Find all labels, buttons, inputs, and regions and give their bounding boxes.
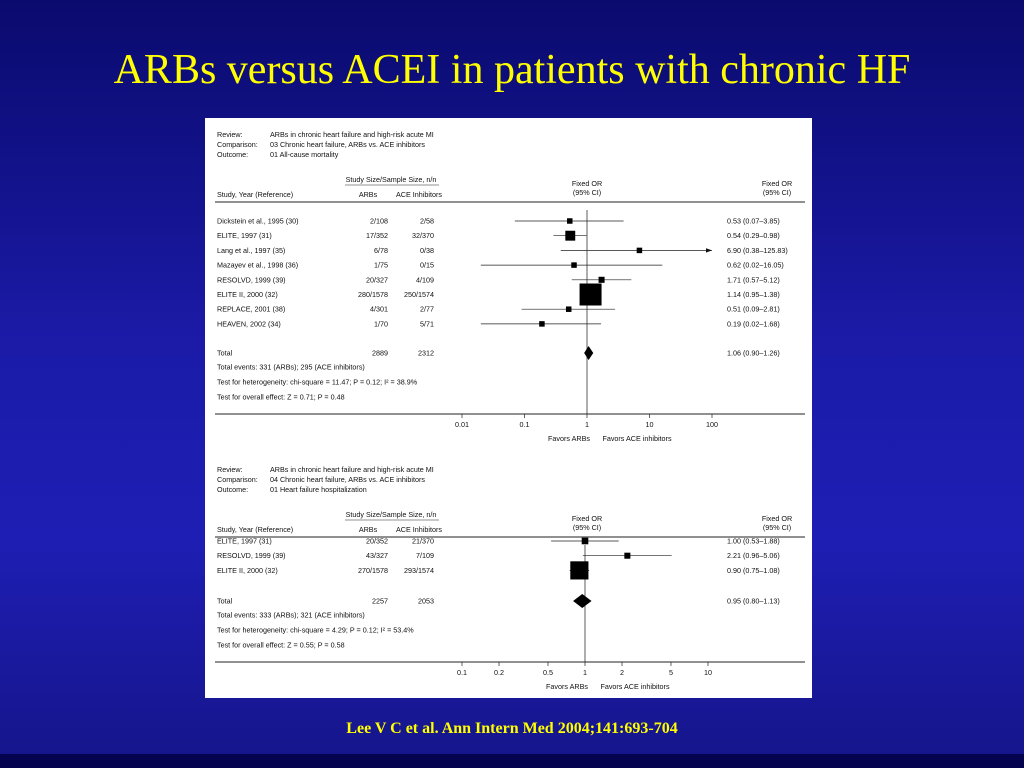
- panel1-total-label: Total: [217, 348, 233, 358]
- panel1-study-or-text: 1.71 (0.57–5.12): [727, 275, 780, 285]
- panel1-comparison: 03 Chronic heart failure, ARBs vs. ACE inhibitors: [270, 140, 426, 149]
- panel1-study-arbs: 4/301: [370, 304, 388, 314]
- panel1-study-label: ELITE, 1997 (31): [217, 231, 272, 241]
- panel1-acei-header: ACE Inhibitors: [396, 190, 442, 199]
- panel1-favors-left: Favors ARBs: [548, 434, 590, 443]
- panel1-study-point: [565, 231, 575, 241]
- panel1-study-point: [566, 306, 572, 312]
- panel1-values-header: Fixed OR: [761, 179, 793, 188]
- panel1-outcome-label: Outcome:: [217, 150, 249, 159]
- panel1-arbs-header: ARBs: [358, 190, 378, 199]
- panel2-total-label: Total: [217, 596, 233, 606]
- panel1-study-acei: 32/370: [412, 231, 434, 241]
- panel2-outcome: 01 Heart failure hospitalization: [270, 485, 367, 494]
- panel2-comparison-label: Comparison:: [217, 475, 258, 484]
- panel2-study-label: ELITE II, 2000 (32): [217, 565, 278, 575]
- panel2-favors-right: Favors ACE inhibitors: [600, 682, 670, 691]
- panel1-total-acei: 2312: [418, 348, 434, 358]
- slide-title: ARBs versus ACEI in patients with chronic HF: [113, 47, 911, 93]
- panel2-study-arbs: 43/327: [366, 551, 388, 561]
- panel1-total-diamond: [584, 346, 593, 360]
- panel2-axis-tick-label: 10: [704, 668, 712, 677]
- panel1-study-point: [580, 284, 602, 306]
- panel1-study-acei: 5/71: [420, 319, 434, 329]
- panel1-study-or-text: 0.19 (0.02–1.68): [727, 319, 780, 329]
- panel1-study-acei: 0/38: [420, 245, 434, 255]
- panel1-study-label: Lang et al., 1997 (35): [217, 245, 286, 255]
- panel2-total-arbs: 2257: [372, 596, 388, 606]
- panel2-values-header: (95% CI): [762, 523, 792, 532]
- panel1-plot-header: Fixed OR: [571, 179, 603, 188]
- panel2-favors-left: Favors ARBs: [546, 682, 588, 691]
- panel1-study-point: [571, 262, 577, 268]
- panel2-study-or-text: 0.90 (0.75–1.08): [727, 565, 780, 575]
- panel1-footnote: Total events: 331 (ARBs); 295 (ACE inhibitors): [217, 362, 365, 372]
- panel1-study-or-text: 0.62 (0.02–16.05): [727, 260, 784, 270]
- panel2-axis-tick-label: 0.2: [494, 668, 505, 677]
- panel1-study-or-text: 1.14 (0.95–1.38): [727, 290, 780, 299]
- panel1-study-or-text: 0.54 (0.29–0.98): [727, 231, 780, 241]
- panel2-total-or-text: 0.95 (0.80–1.13): [727, 596, 780, 606]
- panel1-study-arbs: 280/1578: [358, 290, 388, 299]
- panel2-footnote: Total events: 333 (ARBs); 321 (ACE inhibitors): [217, 610, 365, 620]
- panel1-study-label: REPLACE, 2001 (38): [217, 304, 286, 314]
- panel1-footnote: Test for heterogeneity: chi-square = 11.47; P = 0.12; I² = 38.9%: [217, 377, 418, 387]
- panel1-axis-tick-label: 100: [706, 420, 718, 429]
- panel1-total-arbs: 2889: [372, 348, 388, 358]
- panel2-total-diamond: [573, 594, 591, 608]
- panel1-total-or-text: 1.06 (0.90–1.26): [727, 348, 780, 358]
- panel2-study-point: [582, 538, 589, 545]
- panel2-study-or-text: 1.00 (0.53–1.88): [727, 536, 780, 546]
- panel1-study-label: RESOLVD, 1999 (39): [217, 275, 286, 285]
- panel1-study-arbs: 6/78: [374, 245, 388, 255]
- panel2-study-or-text: 2.21 (0.96–5.06): [727, 551, 780, 561]
- panel1-values-header: (95% CI): [762, 188, 792, 197]
- panel2-study-acei: 293/1574: [404, 565, 434, 575]
- panel1-outcome: 01 All-cause mortality: [270, 150, 339, 159]
- panel2-footnote: Test for overall effect: Z = 0.55; P = 0.58: [217, 640, 345, 650]
- panel2-arbs-header: ARBs: [358, 525, 378, 534]
- panel2-axis-tick-label: 2: [620, 668, 625, 677]
- panel2-outcome-label: Outcome:: [217, 485, 249, 494]
- panel1-favors-right: Favors ACE inhibitors: [602, 434, 672, 443]
- panel1-review: ARBs in chronic heart failure and high-risk acute MI: [270, 130, 434, 139]
- panel1-study-arbs: 17/352: [366, 231, 388, 241]
- panel2-study-acei: 7/109: [416, 551, 434, 561]
- forest-plot-figure: [205, 118, 812, 698]
- panel1-study-point: [637, 248, 643, 254]
- panel2-study-label: ELITE, 1997 (31): [217, 536, 272, 546]
- forest-plot-svg: [205, 118, 812, 698]
- citation: Lee V C et al. Ann Intern Med 2004;141:693-704: [346, 720, 678, 737]
- panel1-study-or-text: 0.51 (0.09–2.81): [727, 304, 780, 314]
- slide-bottom-bar: [0, 754, 1024, 768]
- panel2-plot-header: Fixed OR: [571, 514, 603, 523]
- panel1-study-or-text: 0.53 (0.07–3.85): [727, 216, 780, 226]
- panel2-axis-tick-label: 0.1: [457, 668, 467, 677]
- panel1-study-label: Mazayev et al., 1998 (36): [217, 260, 299, 270]
- panel2-study-arbs: 20/352: [366, 536, 388, 546]
- panel1-study-label: HEAVEN, 2002 (34): [217, 319, 281, 329]
- panel2-study-point: [624, 553, 630, 559]
- panel1-study-acei: 0/15: [420, 260, 434, 270]
- panel2-values-header: Fixed OR: [761, 514, 793, 523]
- panel1-study-or-text: 6.90 (0.38–125.83): [727, 245, 788, 255]
- panel2-review-label: Review:: [217, 465, 243, 474]
- panel2-comparison: 04 Chronic heart failure, ARBs vs. ACE inhibitors: [270, 475, 426, 484]
- panel1-size-group-header: Study Size/Sample Size, n/n: [345, 175, 437, 184]
- panel1-study-header: Study, Year (Reference): [217, 190, 294, 199]
- panel1-study-arbs: 2/108: [370, 216, 388, 226]
- panel1-study-point: [539, 321, 545, 327]
- panel1-footnote: Test for overall effect: Z = 0.71; P = 0.48: [217, 392, 345, 402]
- panel1-review-label: Review:: [217, 130, 243, 139]
- panel2-total-acei: 2053: [418, 596, 434, 606]
- panel2-axis-tick-label: 1: [583, 668, 587, 677]
- panel1-study-arbs: 20/327: [366, 275, 388, 285]
- panel1-axis-tick-label: 0.1: [519, 420, 530, 429]
- panel1-study-acei: 4/109: [416, 275, 434, 285]
- panel2-study-label: RESOLVD, 1999 (39): [217, 551, 286, 561]
- panel2-size-group-header: Study Size/Sample Size, n/n: [345, 510, 437, 519]
- panel2-axis-tick-label: 5: [668, 668, 673, 677]
- panel2-axis-tick-label: 0.5: [542, 668, 553, 677]
- panel1-axis-tick-label: 0.01: [455, 420, 469, 429]
- panel2-plot-header: (95% CI): [572, 523, 602, 532]
- panel2-study-arbs: 270/1578: [358, 565, 388, 575]
- panel1-axis-tick-label: 10: [645, 420, 654, 429]
- panel1-study-acei: 2/77: [420, 304, 434, 314]
- panel2-study-acei: 21/370: [412, 536, 434, 546]
- panel1-plot-header: (95% CI): [572, 188, 602, 197]
- panel1-study-acei: 250/1574: [404, 290, 434, 299]
- panel1-study-point: [599, 277, 605, 283]
- panel1-study-label: Dickstein et al., 1995 (30): [217, 216, 299, 226]
- panel2-review: ARBs in chronic heart failure and high-risk acute MI: [270, 465, 434, 474]
- panel1-study-arbs: 1/75: [374, 260, 388, 270]
- panel1-axis-tick-label: 1: [585, 420, 589, 429]
- panel2-footnote: Test for heterogeneity: chi-square = 4.29; P = 0.12; I² = 53.4%: [217, 625, 414, 635]
- panel2-study-point: [570, 561, 588, 579]
- panel1-study-ci-arrow: [706, 248, 712, 252]
- panel2-acei-header: ACE Inhibitors: [396, 525, 442, 534]
- panel1-study-point: [567, 218, 573, 224]
- panel1-study-arbs: 1/70: [374, 319, 388, 329]
- panel1-study-label: ELITE II, 2000 (32): [217, 290, 278, 299]
- panel2-study-header: Study, Year (Reference): [217, 525, 294, 534]
- panel1-study-acei: 2/58: [420, 216, 434, 226]
- panel1-comparison-label: Comparison:: [217, 140, 258, 149]
